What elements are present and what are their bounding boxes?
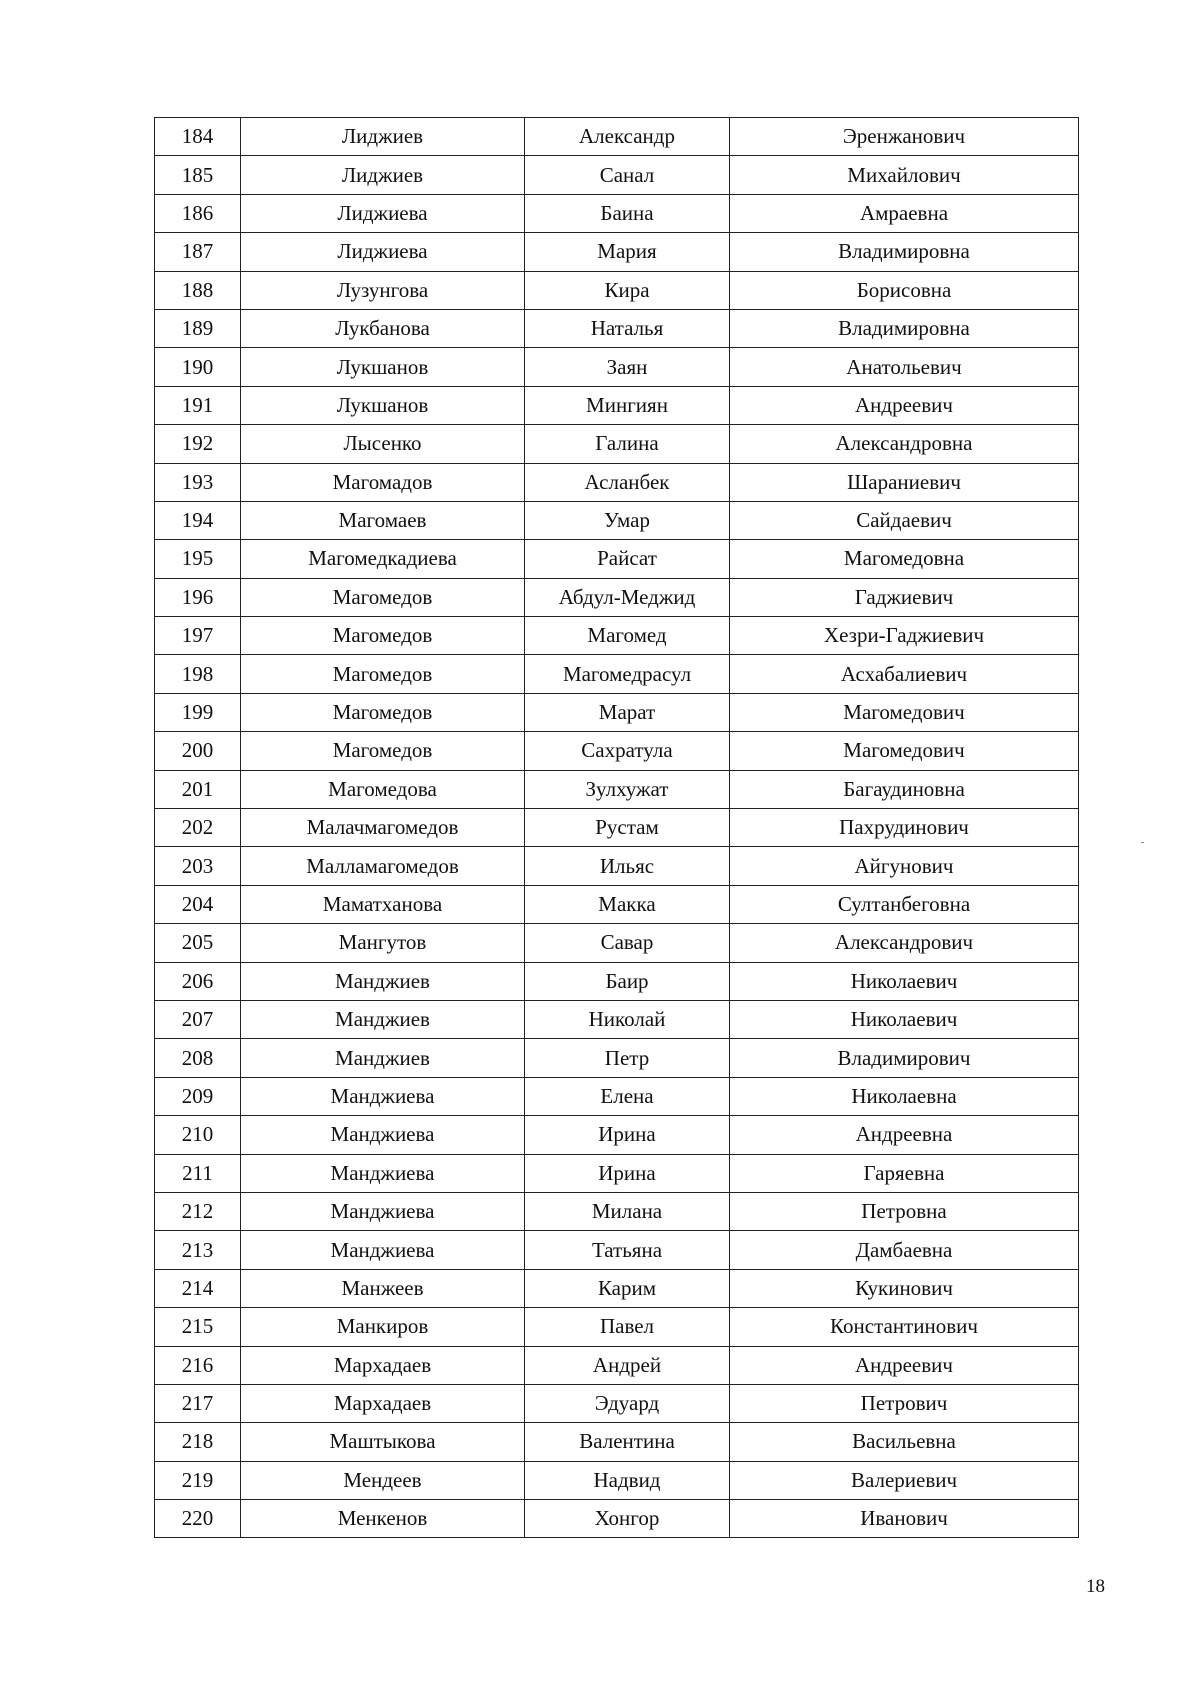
first-name-cell: Андрей: [525, 1346, 730, 1384]
patronymic-cell: Амраевна: [730, 194, 1079, 232]
last-name-cell: Мангутов: [241, 924, 525, 962]
first-name-cell: Сахратула: [525, 732, 730, 770]
patronymic-cell: Николаевна: [730, 1077, 1079, 1115]
row-number-cell: 214: [155, 1269, 241, 1307]
table-row: [155, 1000, 1079, 1038]
first-name-cell: Санал: [525, 156, 730, 194]
last-name-cell: Манджиев: [241, 1000, 525, 1038]
table-row: [155, 1192, 1079, 1230]
last-name-cell: Лиджиев: [241, 156, 525, 194]
table-row: [155, 1269, 1079, 1307]
last-name-cell: Манджиев: [241, 1039, 525, 1077]
last-name-cell: Магомаев: [241, 501, 525, 539]
last-name-cell: Магомедов: [241, 578, 525, 616]
row-number-cell: 213: [155, 1231, 241, 1269]
table-row: [155, 770, 1079, 808]
first-name-cell: Макка: [525, 885, 730, 923]
last-name-cell: Малламагомедов: [241, 847, 525, 885]
last-name-cell: Лузунгова: [241, 271, 525, 309]
first-name-cell: Баир: [525, 962, 730, 1000]
names-table-body: [155, 118, 1079, 1538]
patronymic-cell: Владимировна: [730, 309, 1079, 347]
last-name-cell: Лукшанов: [241, 348, 525, 386]
first-name-cell: Николай: [525, 1000, 730, 1038]
first-name-cell: Карим: [525, 1269, 730, 1307]
patronymic-cell: Иванович: [730, 1500, 1079, 1538]
first-name-cell: Рустам: [525, 809, 730, 847]
table-row: [155, 1384, 1079, 1422]
first-name-cell: Райсат: [525, 540, 730, 578]
row-number-cell: 212: [155, 1192, 241, 1230]
table-row: [155, 693, 1079, 731]
table-row: [155, 540, 1079, 578]
last-name-cell: Манджиева: [241, 1116, 525, 1154]
table-row: [155, 962, 1079, 1000]
row-number-cell: 199: [155, 693, 241, 731]
row-number-cell: 194: [155, 501, 241, 539]
patronymic-cell: Александрович: [730, 924, 1079, 962]
row-number-cell: 203: [155, 847, 241, 885]
row-number-cell: 218: [155, 1423, 241, 1461]
patronymic-cell: Эренжанович: [730, 118, 1079, 156]
first-name-cell: Магомед: [525, 617, 730, 655]
patronymic-cell: Борисовна: [730, 271, 1079, 309]
last-name-cell: Манджиев: [241, 962, 525, 1000]
patronymic-cell: Хезри-Гаджиевич: [730, 617, 1079, 655]
patronymic-cell: Андреевна: [730, 1116, 1079, 1154]
first-name-cell: Александр: [525, 118, 730, 156]
last-name-cell: Магомедов: [241, 732, 525, 770]
last-name-cell: Малачмагомедов: [241, 809, 525, 847]
patronymic-cell: Валериевич: [730, 1461, 1079, 1499]
row-number-cell: 207: [155, 1000, 241, 1038]
patronymic-cell: Магомедович: [730, 732, 1079, 770]
first-name-cell: Ирина: [525, 1116, 730, 1154]
table-row: [155, 1423, 1079, 1461]
table-row: [155, 1346, 1079, 1384]
last-name-cell: Магомедов: [241, 655, 525, 693]
first-name-cell: Ильяс: [525, 847, 730, 885]
patronymic-cell: Владимирович: [730, 1039, 1079, 1077]
row-number-cell: 196: [155, 578, 241, 616]
names-table: [154, 117, 1079, 1538]
last-name-cell: Магомедов: [241, 693, 525, 731]
table-row: [155, 118, 1079, 156]
row-number-cell: 220: [155, 1500, 241, 1538]
row-number-cell: 204: [155, 885, 241, 923]
first-name-cell: Милана: [525, 1192, 730, 1230]
first-name-cell: Эдуард: [525, 1384, 730, 1422]
patronymic-cell: Магомедовна: [730, 540, 1079, 578]
table-row: [155, 617, 1079, 655]
table-row: [155, 1077, 1079, 1115]
first-name-cell: Заян: [525, 348, 730, 386]
row-number-cell: 211: [155, 1154, 241, 1192]
table-row: [155, 271, 1079, 309]
first-name-cell: Павел: [525, 1308, 730, 1346]
patronymic-cell: Айгунович: [730, 847, 1079, 885]
first-name-cell: Абдул-Меджид: [525, 578, 730, 616]
patronymic-cell: Николаевич: [730, 962, 1079, 1000]
row-number-cell: 216: [155, 1346, 241, 1384]
patronymic-cell: Асхабалиевич: [730, 655, 1079, 693]
last-name-cell: Лиджиева: [241, 194, 525, 232]
table-row: [155, 924, 1079, 962]
patronymic-cell: Шараниевич: [730, 463, 1079, 501]
table-row: [155, 233, 1079, 271]
row-number-cell: 217: [155, 1384, 241, 1422]
row-number-cell: 187: [155, 233, 241, 271]
table-row: [155, 655, 1079, 693]
patronymic-cell: Андреевич: [730, 386, 1079, 424]
row-number-cell: 219: [155, 1461, 241, 1499]
patronymic-cell: Багаудиновна: [730, 770, 1079, 808]
row-number-cell: 195: [155, 540, 241, 578]
row-number-cell: 190: [155, 348, 241, 386]
first-name-cell: Валентина: [525, 1423, 730, 1461]
patronymic-cell: Кукинович: [730, 1269, 1079, 1307]
last-name-cell: Лиджиева: [241, 233, 525, 271]
patronymic-cell: Андреевич: [730, 1346, 1079, 1384]
table-row: [155, 194, 1079, 232]
row-number-cell: 201: [155, 770, 241, 808]
first-name-cell: Галина: [525, 425, 730, 463]
row-number-cell: 192: [155, 425, 241, 463]
patronymic-cell: Васильевна: [730, 1423, 1079, 1461]
table-row: [155, 1116, 1079, 1154]
table-row: [155, 578, 1079, 616]
table-row: [155, 425, 1079, 463]
last-name-cell: Мендеев: [241, 1461, 525, 1499]
table-row: [155, 732, 1079, 770]
table-row: [155, 386, 1079, 424]
scan-speck: [1141, 842, 1144, 843]
row-number-cell: 191: [155, 386, 241, 424]
row-number-cell: 202: [155, 809, 241, 847]
row-number-cell: 184: [155, 118, 241, 156]
row-number-cell: 205: [155, 924, 241, 962]
first-name-cell: Умар: [525, 501, 730, 539]
table-row: [155, 809, 1079, 847]
row-number-cell: 197: [155, 617, 241, 655]
last-name-cell: Менкенов: [241, 1500, 525, 1538]
table-row: [155, 501, 1079, 539]
row-number-cell: 188: [155, 271, 241, 309]
table-row: [155, 847, 1079, 885]
first-name-cell: Зулхужат: [525, 770, 730, 808]
first-name-cell: Мария: [525, 233, 730, 271]
patronymic-cell: Константинович: [730, 1308, 1079, 1346]
table-row: [155, 309, 1079, 347]
first-name-cell: Надвид: [525, 1461, 730, 1499]
last-name-cell: Лукбанова: [241, 309, 525, 347]
patronymic-cell: Султанбеговна: [730, 885, 1079, 923]
last-name-cell: Магомадов: [241, 463, 525, 501]
last-name-cell: Манджиева: [241, 1192, 525, 1230]
last-name-cell: Мархадаев: [241, 1384, 525, 1422]
patronymic-cell: Пахрудинович: [730, 809, 1079, 847]
row-number-cell: 209: [155, 1077, 241, 1115]
table-row: [155, 463, 1079, 501]
table-row: [155, 1461, 1079, 1499]
first-name-cell: Асланбек: [525, 463, 730, 501]
row-number-cell: 200: [155, 732, 241, 770]
last-name-cell: Маштыкова: [241, 1423, 525, 1461]
patronymic-cell: Гаджиевич: [730, 578, 1079, 616]
patronymic-cell: Анатольевич: [730, 348, 1079, 386]
patronymic-cell: Михайлович: [730, 156, 1079, 194]
row-number-cell: 185: [155, 156, 241, 194]
row-number-cell: 208: [155, 1039, 241, 1077]
page-number: 18: [1086, 1576, 1105, 1597]
last-name-cell: Магомедов: [241, 617, 525, 655]
table-row: [155, 885, 1079, 923]
table-row: [155, 156, 1079, 194]
patronymic-cell: Владимировна: [730, 233, 1079, 271]
row-number-cell: 193: [155, 463, 241, 501]
table-row: [155, 1154, 1079, 1192]
table-row: [155, 1500, 1079, 1538]
row-number-cell: 210: [155, 1116, 241, 1154]
first-name-cell: Савар: [525, 924, 730, 962]
table-row: [155, 1308, 1079, 1346]
patronymic-cell: Александровна: [730, 425, 1079, 463]
last-name-cell: Маматханова: [241, 885, 525, 923]
patronymic-cell: Дамбаевна: [730, 1231, 1079, 1269]
last-name-cell: Лиджиев: [241, 118, 525, 156]
row-number-cell: 206: [155, 962, 241, 1000]
row-number-cell: 186: [155, 194, 241, 232]
last-name-cell: Магомедкадиева: [241, 540, 525, 578]
first-name-cell: Петр: [525, 1039, 730, 1077]
patronymic-cell: Сайдаевич: [730, 501, 1079, 539]
first-name-cell: Хонгор: [525, 1500, 730, 1538]
last-name-cell: Манкиров: [241, 1308, 525, 1346]
last-name-cell: Лысенко: [241, 425, 525, 463]
last-name-cell: Мархадаев: [241, 1346, 525, 1384]
last-name-cell: Манджиева: [241, 1077, 525, 1115]
first-name-cell: Мингиян: [525, 386, 730, 424]
last-name-cell: Магомедова: [241, 770, 525, 808]
last-name-cell: Манжеев: [241, 1269, 525, 1307]
row-number-cell: 198: [155, 655, 241, 693]
table-row: [155, 348, 1079, 386]
patronymic-cell: Петровна: [730, 1192, 1079, 1230]
first-name-cell: Магомедрасул: [525, 655, 730, 693]
last-name-cell: Лукшанов: [241, 386, 525, 424]
first-name-cell: Наталья: [525, 309, 730, 347]
first-name-cell: Елена: [525, 1077, 730, 1115]
first-name-cell: Марат: [525, 693, 730, 731]
first-name-cell: Ирина: [525, 1154, 730, 1192]
last-name-cell: Манджиева: [241, 1231, 525, 1269]
first-name-cell: Баина: [525, 194, 730, 232]
last-name-cell: Манджиева: [241, 1154, 525, 1192]
patronymic-cell: Петрович: [730, 1384, 1079, 1422]
row-number-cell: 189: [155, 309, 241, 347]
patronymic-cell: Николаевич: [730, 1000, 1079, 1038]
first-name-cell: Татьяна: [525, 1231, 730, 1269]
table-row: [155, 1039, 1079, 1077]
patronymic-cell: Магомедович: [730, 693, 1079, 731]
table-row: [155, 1231, 1079, 1269]
patronymic-cell: Гаряевна: [730, 1154, 1079, 1192]
first-name-cell: Кира: [525, 271, 730, 309]
row-number-cell: 215: [155, 1308, 241, 1346]
